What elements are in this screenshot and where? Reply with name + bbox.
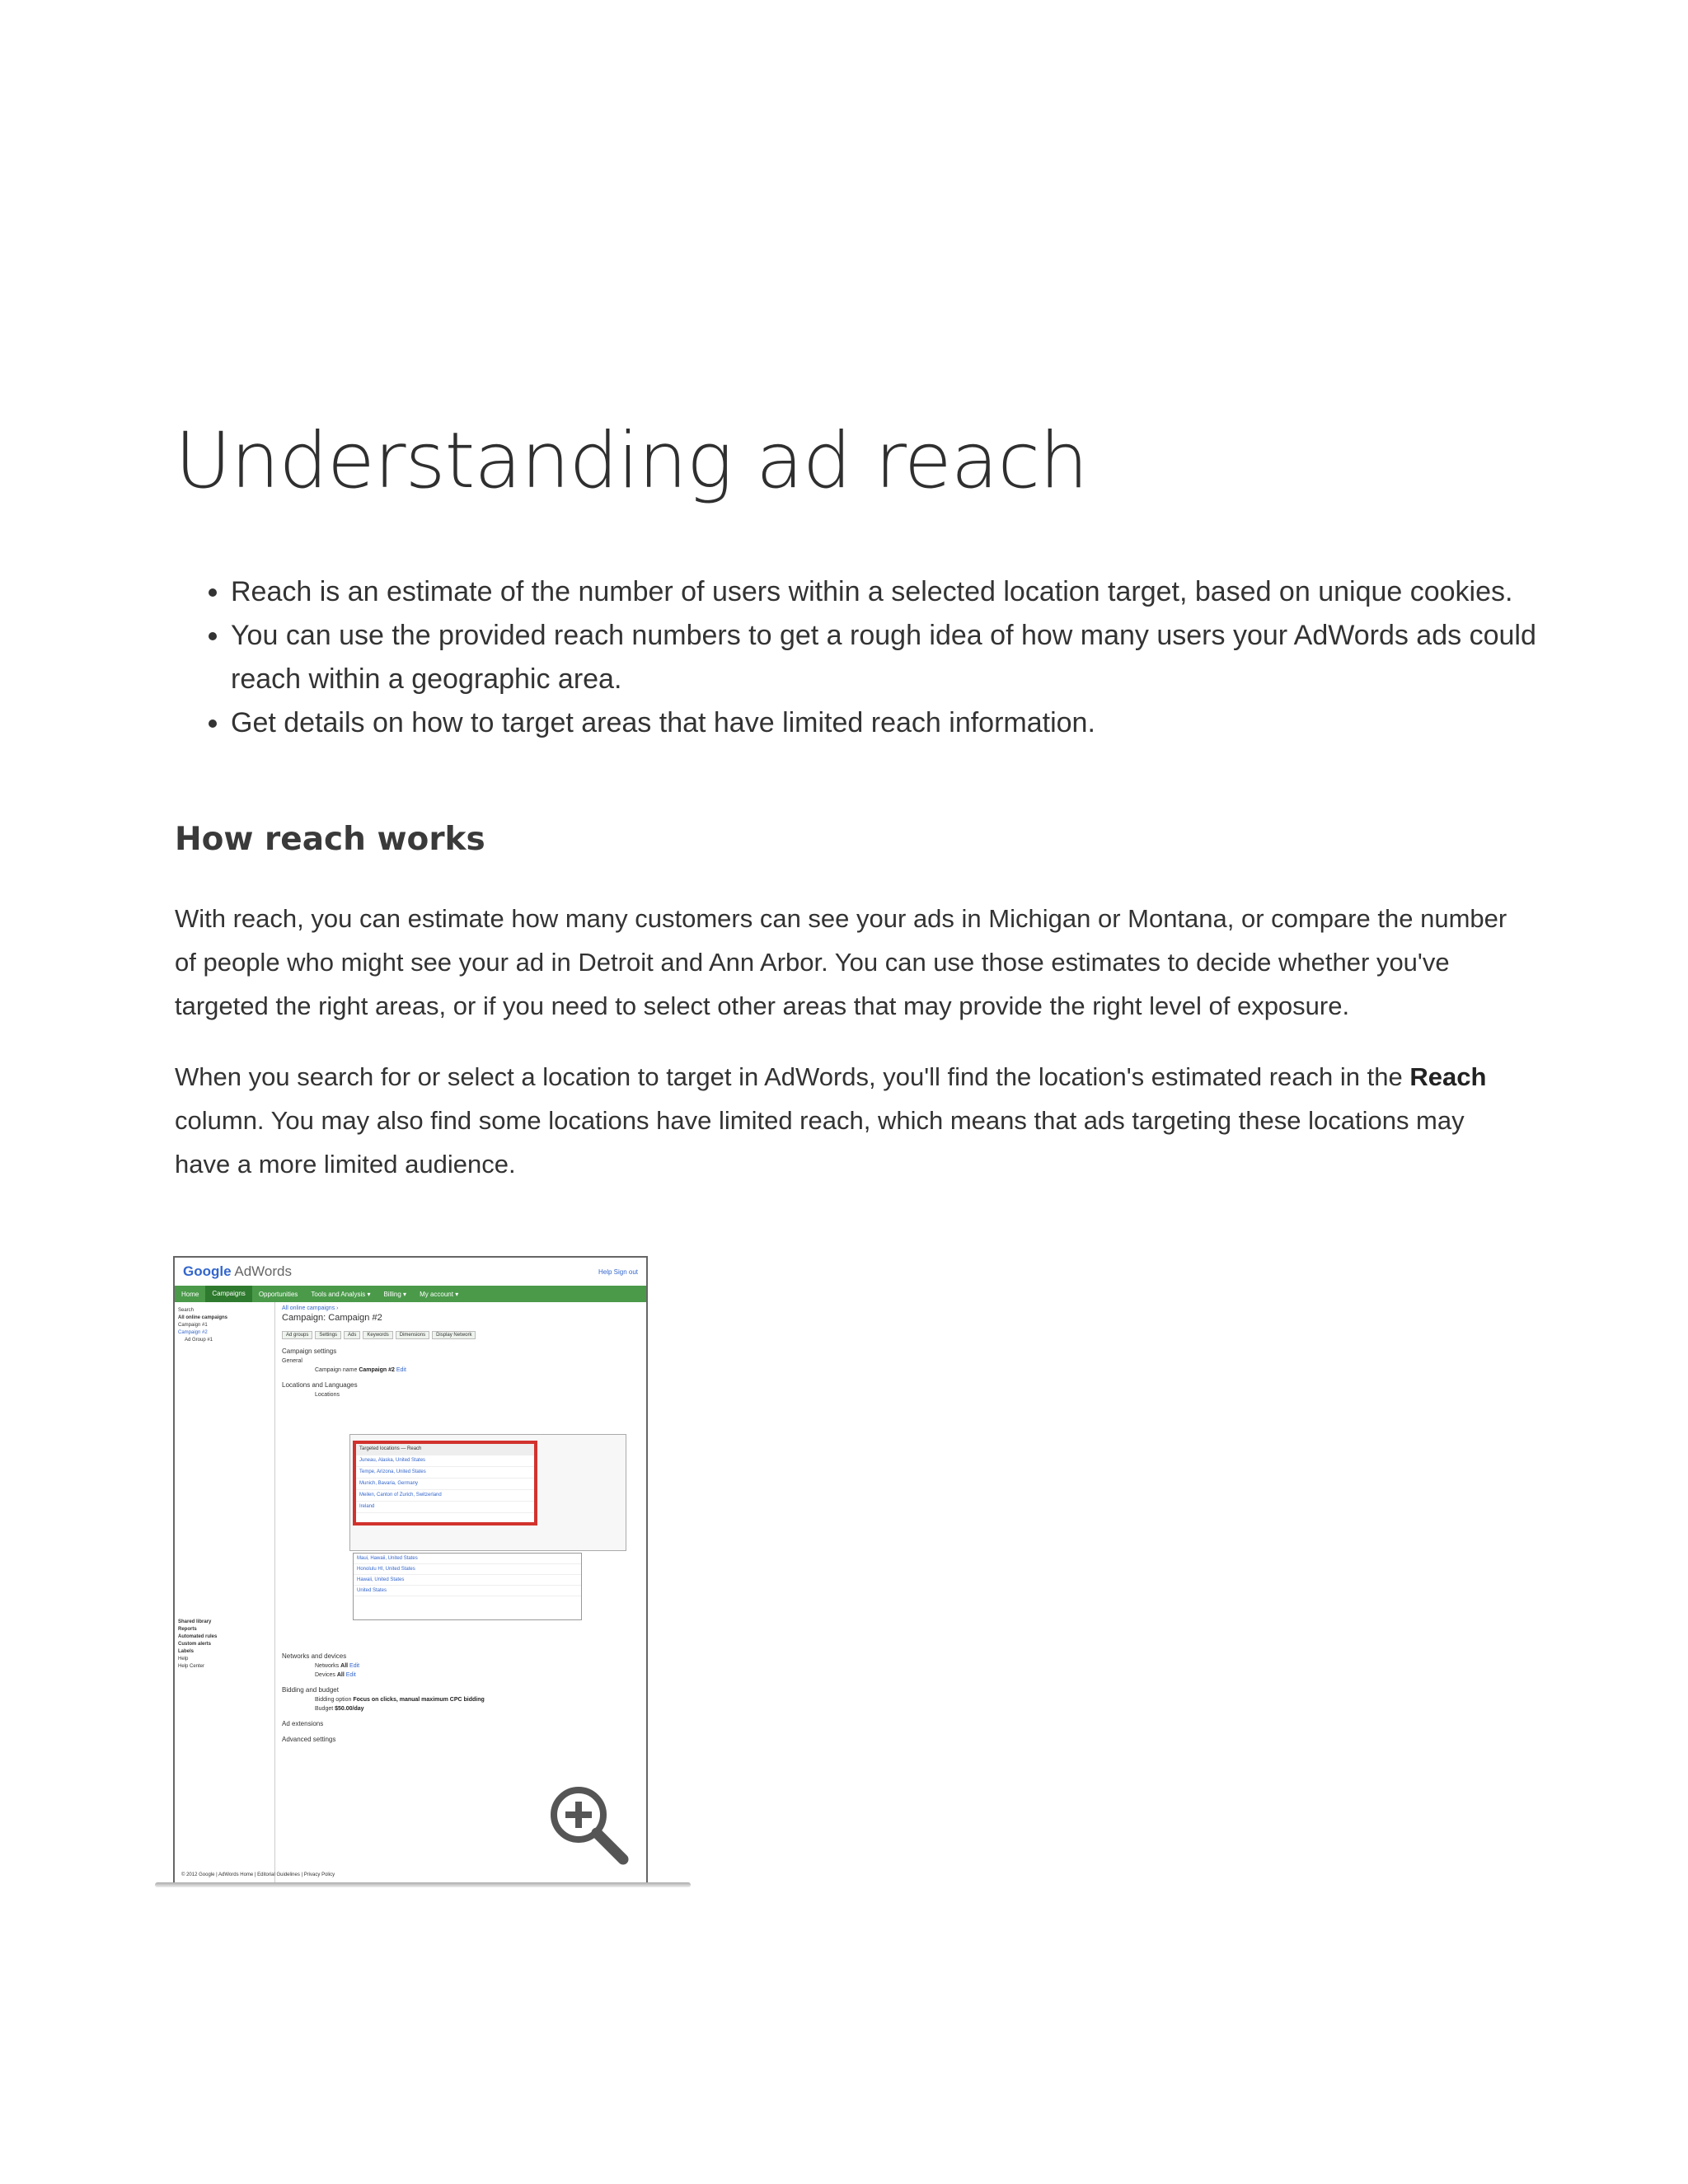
sidebar-item: Shared library [178, 1619, 212, 1624]
paragraph-reach-intro: With reach, you can estimate how many customers can see your ads in Michigan or Montana, or compare the number of people who might see your ad in Detroit and Ann Arbor. You can use those estimates to decide whether you've targeted the right areas, or if you need to select other areas that may provide the right level of exposure. [175, 904, 1507, 1020]
header-links: Help Sign out [598, 1268, 638, 1276]
nav-item: My account ▾ [420, 1290, 459, 1298]
list-item: Honolulu HI, United States [354, 1564, 581, 1575]
campaign-title: Campaign: Campaign #2 [282, 1313, 382, 1323]
paragraph-text: When you search for or select a location to target in AdWords, you'll find the location's estimated reach in the [175, 1062, 1410, 1091]
screenshot-sidebar [175, 1302, 275, 1886]
breadcrumb: All online campaigns › [282, 1305, 339, 1311]
settings-heading: Campaign settings [282, 1347, 337, 1355]
paragraph-text: column. You may also find some locations have limited reach, which means that ads targeting these locations may have a more limited audience. [175, 1106, 1465, 1179]
table-row: Juneau, Alaska, United States [356, 1455, 534, 1467]
tab: Keywords [363, 1331, 392, 1339]
list-item: • Reach is an estimate of the number of users within a selected location target, based on unique cookies. [231, 570, 1582, 614]
table-row: Meilen, Canton of Zurich, Switzerland [356, 1490, 534, 1502]
list-item: • Get details on how to target areas that have limited reach information. [231, 701, 1582, 745]
screenshot-header [175, 1258, 646, 1286]
sidebar-item: Reports [178, 1627, 197, 1632]
tab: Ads [344, 1331, 360, 1339]
screenshot-footer: © 2012 Google | AdWords Home | Editorial Guidelines | Privacy Policy [181, 1872, 335, 1877]
sidebar-item: Automated rules [178, 1634, 218, 1639]
sidebar-item: Help [178, 1657, 189, 1661]
list-item: Maui, Hawaii, United States [354, 1554, 581, 1564]
locations-section: Locations and Languages [282, 1381, 358, 1389]
sidebar-item: Ad Group #1 [185, 1338, 213, 1343]
reach-term: Reach [1409, 1062, 1487, 1091]
page-title: Understanding ad reach [175, 416, 1088, 506]
networks-section: Networks and devices [282, 1652, 347, 1660]
tab: Dimensions [396, 1331, 429, 1339]
section-heading: How reach works [175, 821, 485, 858]
adwords-screenshot[interactable] [173, 1256, 648, 1886]
table-row: Tempe, Arizona, United States [356, 1467, 534, 1479]
bidding-section: Bidding and budget [282, 1686, 339, 1694]
locations-label: Locations [315, 1392, 340, 1398]
list-item: • You can use the provided reach numbers to get a rough idea of how many users your AdWords ads could reach within a geographic area. [231, 614, 1582, 701]
sidebar-item: Campaign #2 [178, 1330, 208, 1335]
nav-item: Tools and Analysis ▾ [311, 1290, 371, 1298]
nav-item: Opportunities [258, 1290, 298, 1298]
tab: Display Network [432, 1331, 476, 1339]
campaign-name-row: Campaign name Campaign #2 Edit [315, 1367, 406, 1373]
sidebar-item: Custom alerts [178, 1642, 212, 1647]
targeted-locations-highlight [353, 1441, 537, 1526]
list-item: United States [354, 1586, 581, 1596]
sidebar-item: Labels [178, 1649, 195, 1654]
nav-item: Campaigns [205, 1286, 251, 1302]
table-row: Ireland [356, 1502, 534, 1513]
sidebar-item: Help Center [178, 1664, 205, 1669]
tab: Settings [315, 1331, 341, 1339]
sidebar-item: Search [178, 1308, 195, 1313]
campaign-tabs [282, 1331, 640, 1339]
nav-item: Billing ▾ [383, 1290, 407, 1298]
location-matches-dropdown [353, 1553, 582, 1620]
list-item: Hawaii, United States [354, 1575, 581, 1586]
sidebar-item: All online campaigns [178, 1315, 228, 1320]
tab: Ad groups [282, 1331, 312, 1339]
advanced-settings-section: Advanced settings [282, 1736, 336, 1743]
nav-item: Home [181, 1290, 199, 1298]
adwords-logo: Google AdWords [183, 1263, 292, 1279]
sidebar-item: Campaign #1 [178, 1323, 208, 1328]
table-row: Munich, Bavaria, Germany [356, 1479, 534, 1490]
lower-settings: Networks and devices Networks All Edit Devices All Edit Bidding and budget Bidding option Focus on clicks, manual maximum CPC bidding Budget $50.00/day Ad extensions Advanced settings [282, 1644, 640, 1746]
table-header: Targeted locations — Reach [356, 1444, 534, 1455]
paragraph-reach-column [175, 1055, 1526, 1186]
screenshot-shadow [155, 1882, 691, 1887]
zoom-in-icon[interactable] [546, 1782, 631, 1868]
general-label: General [282, 1358, 302, 1364]
ad-extensions-section: Ad extensions [282, 1720, 324, 1727]
summary-list [175, 570, 1582, 745]
screenshot-nav [175, 1286, 646, 1302]
